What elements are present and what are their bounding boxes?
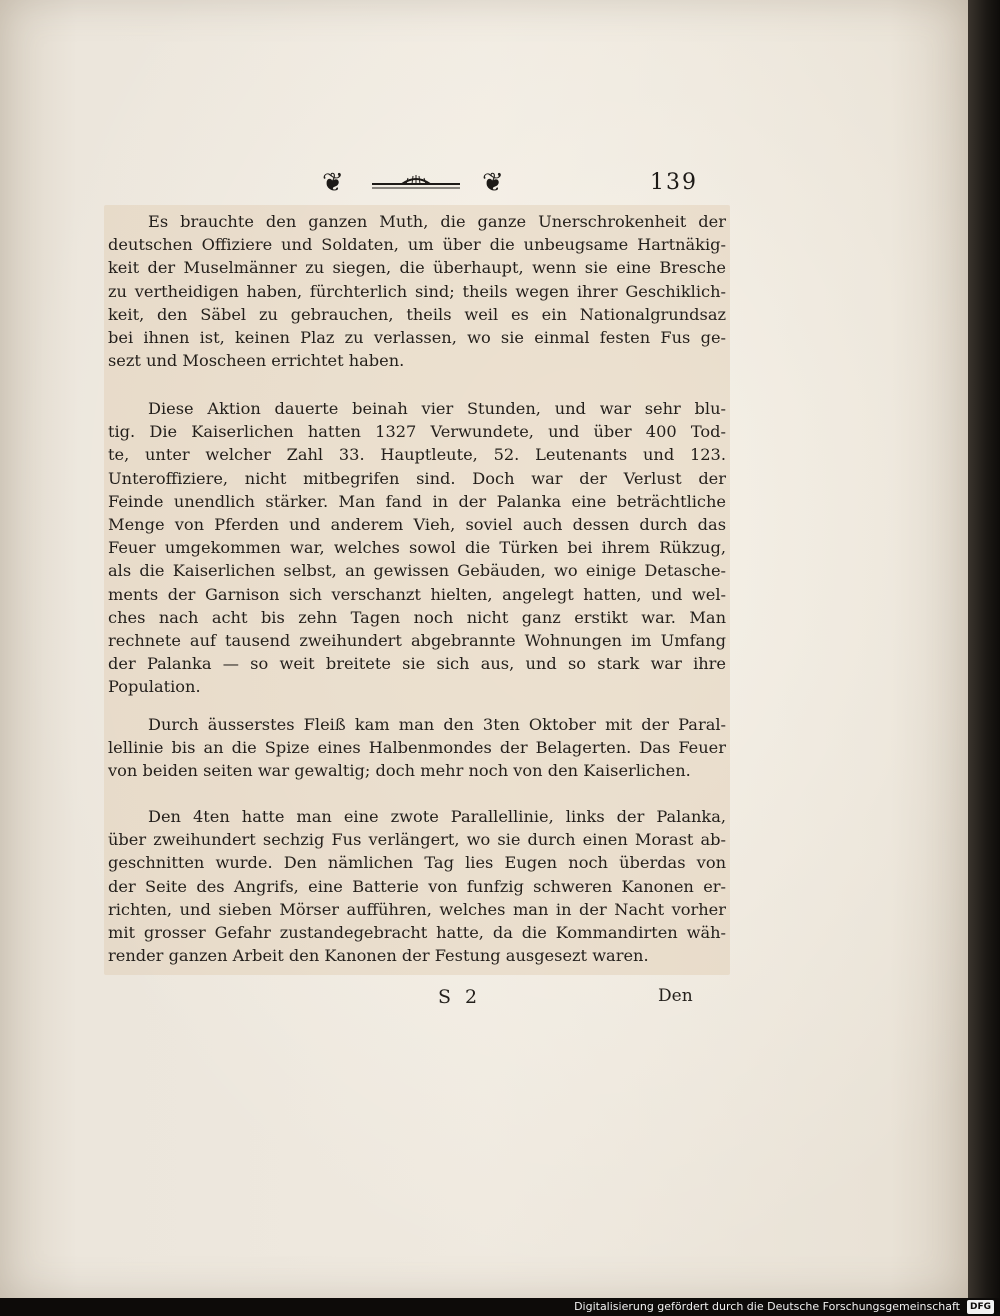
- paragraph: [108, 397, 726, 699]
- text-line: tig. Die Kaiserlichen hatten 1327 Verwundete, und über 400 Tod-: [108, 422, 726, 442]
- text-line: mit grosser Gefahr zustandegebracht hatte, da die Kommandirten wäh-: [108, 923, 726, 943]
- text-line: Population.: [108, 677, 201, 697]
- text-line: keit der Muselmänner zu siegen, die überhaupt, wenn sie eine Bresche: [108, 258, 726, 278]
- text-line: te, unter welcher Zahl 33. Hauptleute, 52. Leutenants und 123.: [108, 445, 726, 465]
- text-line: zu vertheidigen haben, fürchterlich sind; theils wegen ihrer Geschiklich-: [108, 281, 726, 301]
- text-line: sezt und Moscheen errichtet haben.: [108, 351, 405, 371]
- text-line: rechnete auf tausend zweihundert abgebrannte Wohnungen im Umfang: [108, 631, 726, 651]
- ornament-fleuron-left-icon: ❦: [322, 168, 344, 198]
- ornament-fleuron-right-icon: ❦: [482, 168, 504, 198]
- signature-mark: S 2: [438, 986, 482, 1008]
- digitization-credit-text: Digitalisierung gefördert durch die Deutsche Forschungsgemeinschaft: [574, 1300, 960, 1313]
- text-line: Feuer umgekommen war, welches sowol die Türken bei ihrem Rükzug,: [108, 538, 726, 558]
- text-line: der Palanka — so weit breitete sie sich aus, und so stark war ihre: [108, 654, 726, 674]
- paragraph: [108, 713, 726, 783]
- text-line: Es brauchte den ganzen Muth, die ganze Unerschrokenheit der: [148, 212, 726, 231]
- text-line: Den 4ten hatte man eine zwote Parallellinie, links der Palanka,: [148, 807, 726, 826]
- ornament-rule-icon: [372, 174, 460, 194]
- dfg-logo-icon[interactable]: DFG: [967, 1300, 994, 1314]
- text-line: ments der Garnison sich verschanzt hielten, angelegt hatten, und wel-: [108, 584, 726, 604]
- text-line: richten, und sieben Mörser aufführen, welches man in der Nacht vorher: [108, 899, 726, 919]
- text-line: Diese Aktion dauerte beinah vier Stunden, und war sehr blu-: [148, 399, 726, 418]
- text-line: Durch äusserstes Fleiß kam man den 3ten Oktober mit der Paral-: [148, 715, 726, 734]
- text-line: Unteroffiziere, nicht mitbegrifen sind. Doch war der Verlust der: [108, 468, 726, 488]
- text-line: der Seite des Angrifs, eine Batterie von funfzig schweren Kanonen er-: [108, 876, 726, 896]
- page-number: 139: [650, 170, 698, 195]
- text-line: Feinde unendlich stärker. Man fand in der Palanka eine beträchtliche: [108, 491, 726, 511]
- paragraph: [108, 805, 726, 967]
- text-line: lellinie bis an die Spize eines Halbenmondes der Belagerten. Das Feuer: [108, 738, 726, 758]
- text-line: keit, den Säbel zu gebrauchen, theils weil es ein Nationalgrundsaz: [108, 304, 726, 324]
- text-line: über zweihundert sechzig Fus verlängert, wo sie durch einen Morast ab-: [108, 830, 726, 850]
- text-line: als die Kaiserlichen selbst, an gewissen Gebäuden, wo einige Detasche-: [108, 561, 726, 581]
- text-line: render ganzen Arbeit den Kanonen der Festung ausgesezt waren.: [108, 946, 649, 966]
- text-line: von beiden seiten war gewaltig; doch mehr noch von den Kaiserlichen.: [108, 761, 691, 781]
- running-head: [300, 168, 720, 198]
- text-line: ches nach acht bis zehn Tagen noch nicht ganz erstikt war. Man: [108, 607, 726, 627]
- text-line: bei ihnen ist, keinen Plaz zu verlassen, wo sie einmal festen Fus ge-: [108, 328, 726, 348]
- text-line: Menge von Pferden und anderem Vieh, soviel auch dessen durch das: [108, 515, 726, 535]
- digitization-credit-bar: [0, 1298, 1000, 1316]
- catchword: Den: [658, 986, 693, 1006]
- paragraph: [108, 210, 726, 372]
- book-edge: [968, 0, 1000, 1316]
- text-line: deutschen Offiziere und Soldaten, um über die unbeugsame Hartnäkig-: [108, 235, 726, 255]
- text-line: geschnitten wurde. Den nämlichen Tag lies Eugen noch überdas von: [108, 853, 726, 873]
